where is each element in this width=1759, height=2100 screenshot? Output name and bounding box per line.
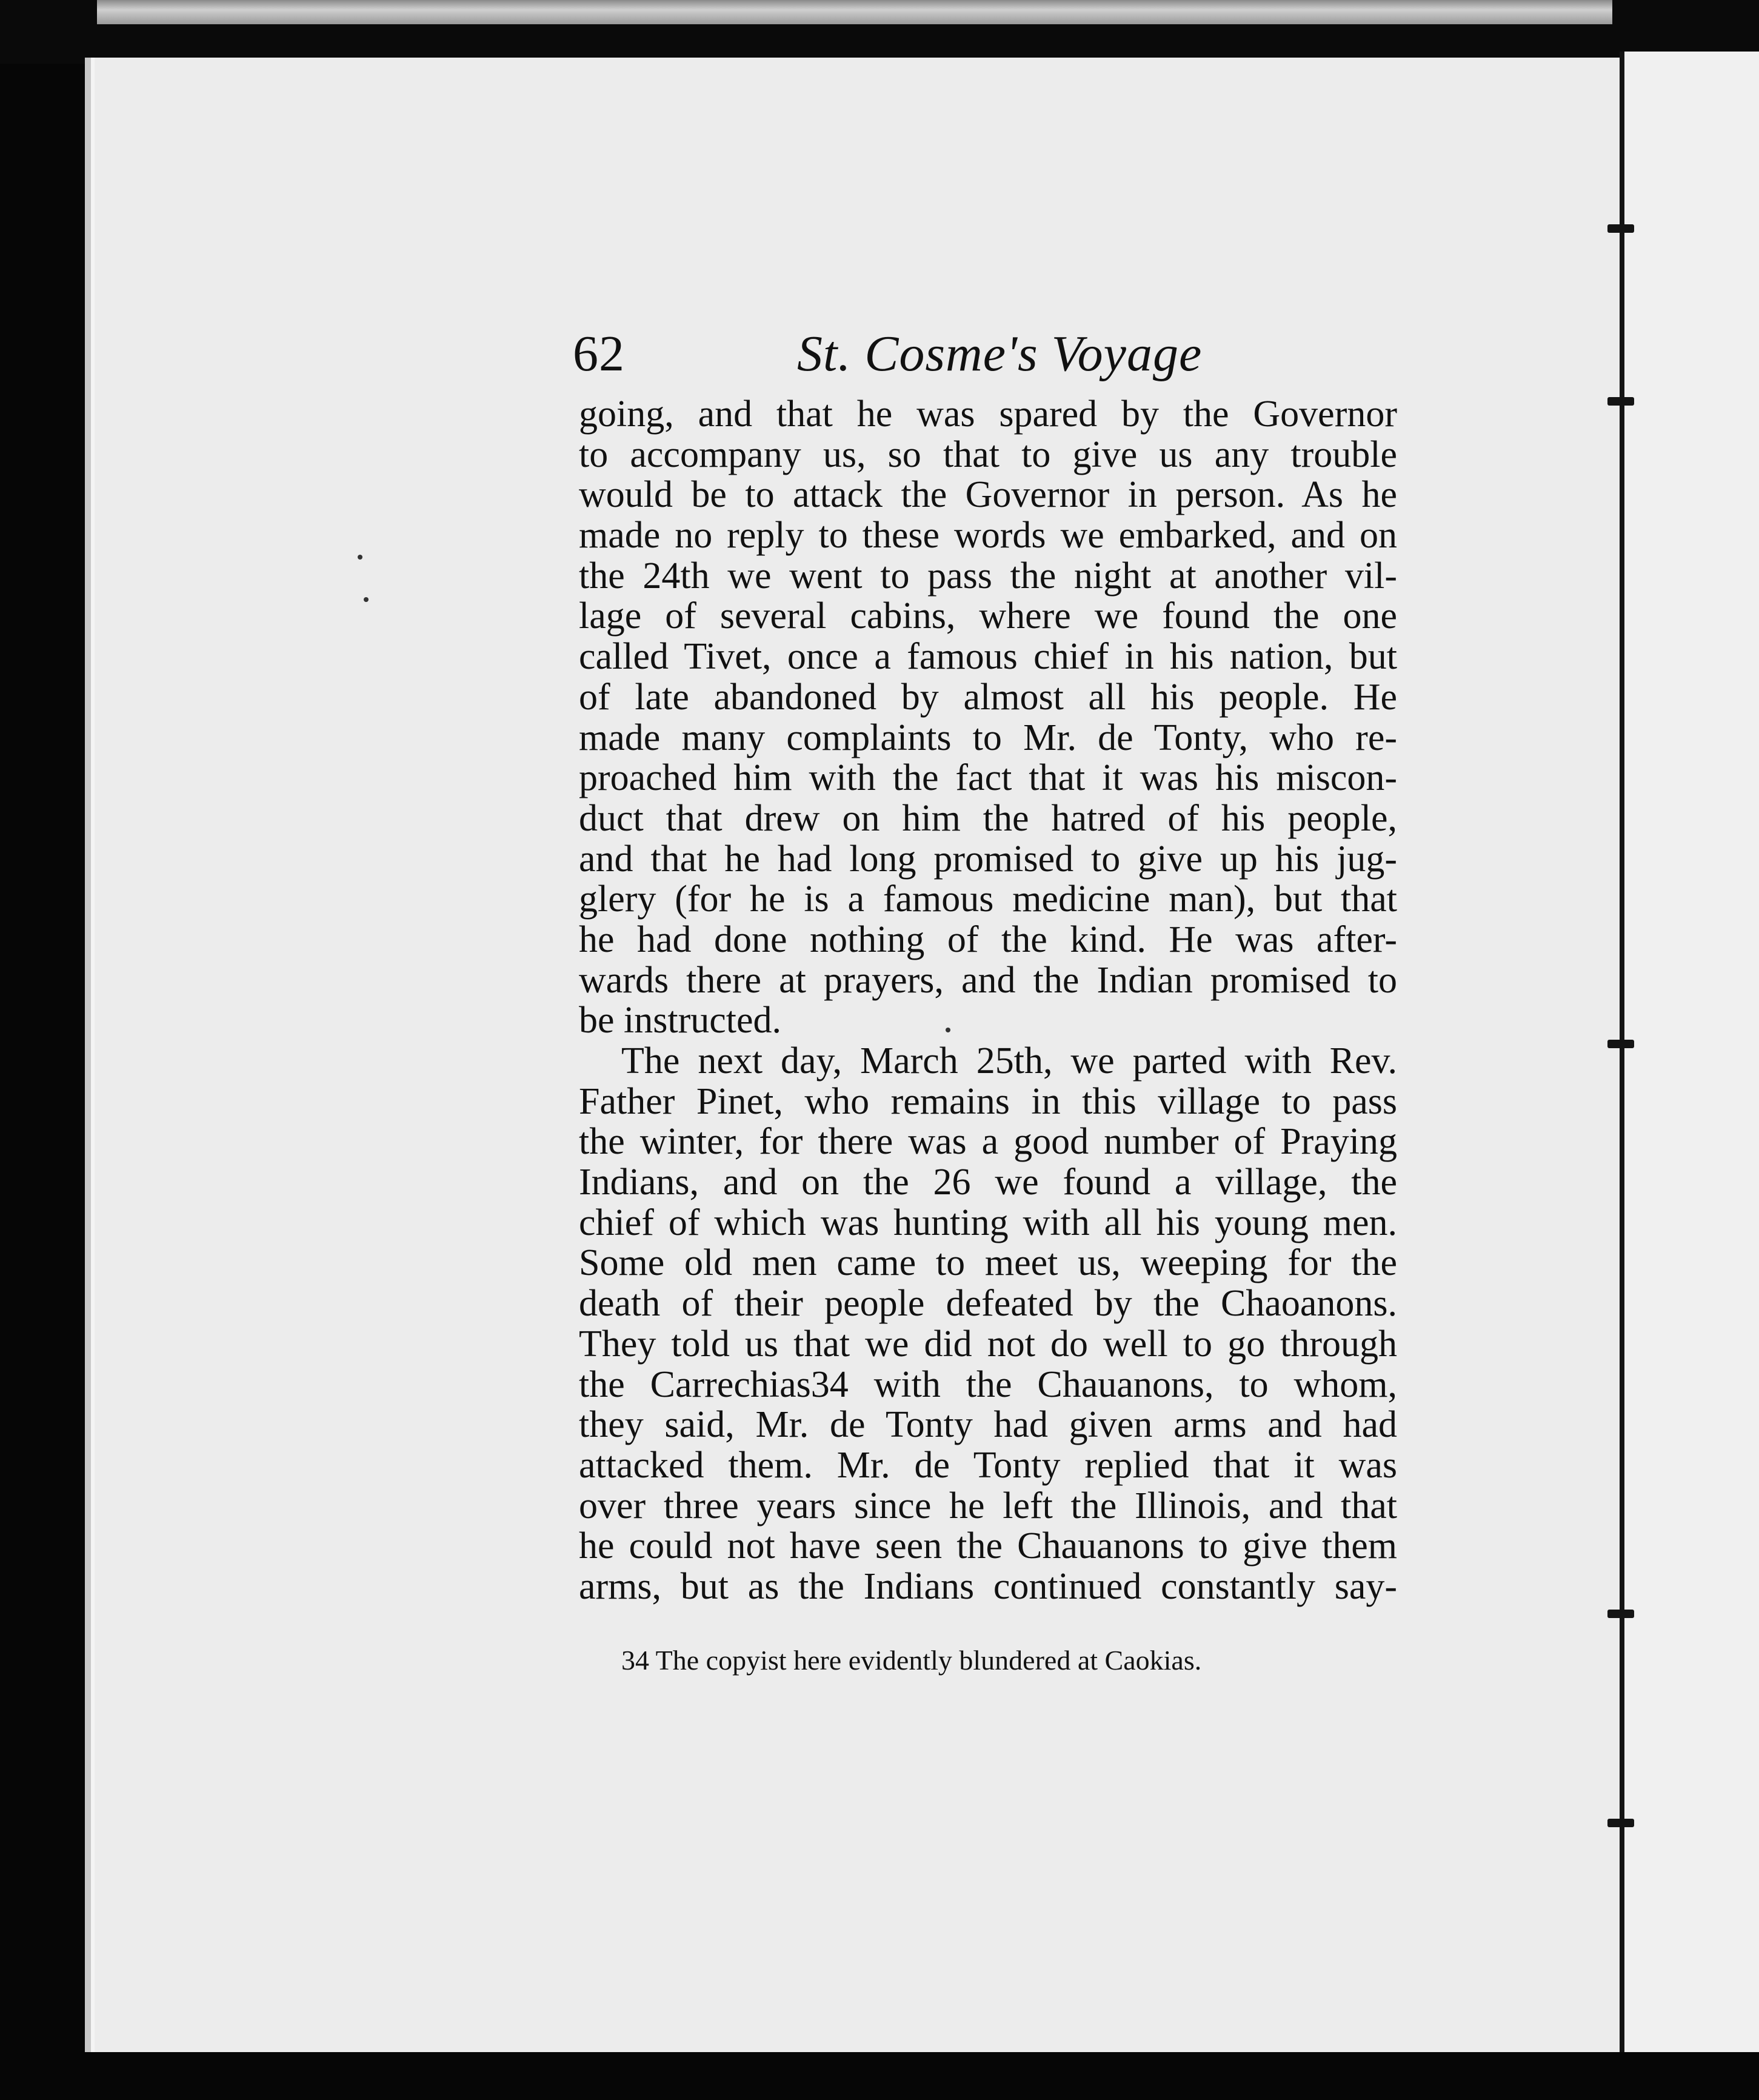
- text-line: made no reply to these words we embarked, and on: [579, 515, 1397, 557]
- text-line: Some old men came to meet us, weeping for the: [579, 1242, 1397, 1284]
- previous-page-edge: [97, 0, 1612, 24]
- text-line: attacked them. Mr. de Tonty replied that it was: [579, 1444, 1397, 1486]
- scan-speck: [358, 555, 362, 560]
- facing-page-edge: [1621, 52, 1759, 2052]
- text-line: of late abandoned by almost all his people. He: [579, 676, 1397, 718]
- text-line: be instructed.: [579, 1000, 782, 1042]
- binding-stitch: [1607, 1819, 1634, 1827]
- text-line: The next day, March 25th, we parted with Rev.: [621, 1040, 1397, 1082]
- text-line: proached him with the fact that it was his miscon-: [579, 757, 1397, 799]
- text-line: Indians, and on the 26 we found a village, the: [579, 1162, 1397, 1203]
- text-line: the 24th we went to pass the night at another vil-: [579, 555, 1397, 597]
- text-line: They told us that we did not do well to go through: [579, 1323, 1397, 1365]
- page-number: 62: [573, 326, 625, 382]
- text-line: called Tivet, once a famous chief in his nation, but: [579, 636, 1397, 678]
- text-line: he could not have seen the Chauanons to give them: [579, 1525, 1397, 1567]
- text-line: and that he had long promised to give up his jug-: [579, 838, 1397, 880]
- text-line: glery (for he is a famous medicine man), but that: [579, 878, 1397, 920]
- text-line: lage of several cabins, where we found the one: [579, 595, 1397, 637]
- text-line: he had done nothing of the kind. He was after-: [579, 918, 1397, 960]
- text-line: wards there at prayers, and the Indian promised to: [579, 959, 1397, 1001]
- binding-line: [1620, 52, 1624, 2052]
- text-line: Father Pinet, who remains in this village to pass: [579, 1080, 1397, 1122]
- text-line: made many complaints to Mr. de Tonty, who re-: [579, 717, 1397, 758]
- scan-speck: [364, 597, 369, 602]
- binding-stitch: [1607, 224, 1634, 233]
- binding-stitch: [1607, 397, 1634, 406]
- text-line: would be to attack the Governor in person. As he: [579, 474, 1397, 516]
- binding-stitch: [1607, 1610, 1634, 1618]
- body-text: [579, 394, 1397, 1607]
- text-line: going, and that he was spared by the Governor: [579, 393, 1397, 435]
- page-fold-edge: [91, 58, 95, 2052]
- scan-bottom-border: [0, 2052, 1759, 2100]
- text-line: over three years since he left the Illinois, and that: [579, 1485, 1397, 1527]
- text-line: they said, Mr. de Tonty had given arms and had: [579, 1404, 1397, 1446]
- text-line: chief of which was hunting with all his young men.: [579, 1202, 1397, 1243]
- text-line: arms, but as the Indians continued constantly say-: [579, 1565, 1397, 1607]
- text-line: the Carrechias34 with the Chauanons, to whom,: [579, 1363, 1397, 1405]
- running-title: St. Cosme's Voyage: [797, 326, 1203, 382]
- text-line: duct that drew on him the hatred of his people,: [579, 797, 1397, 839]
- footnote: 34 The copyist here evidently blundered at Caokias.: [621, 1645, 1202, 1676]
- binding-stitch: [1607, 1040, 1634, 1048]
- text-line: death of their people defeated by the Chaoanons.: [579, 1283, 1397, 1325]
- text-line: to accompany us, so that to give us any trouble: [579, 433, 1397, 475]
- text-line: the winter, for there was a good number of Praying: [579, 1121, 1397, 1163]
